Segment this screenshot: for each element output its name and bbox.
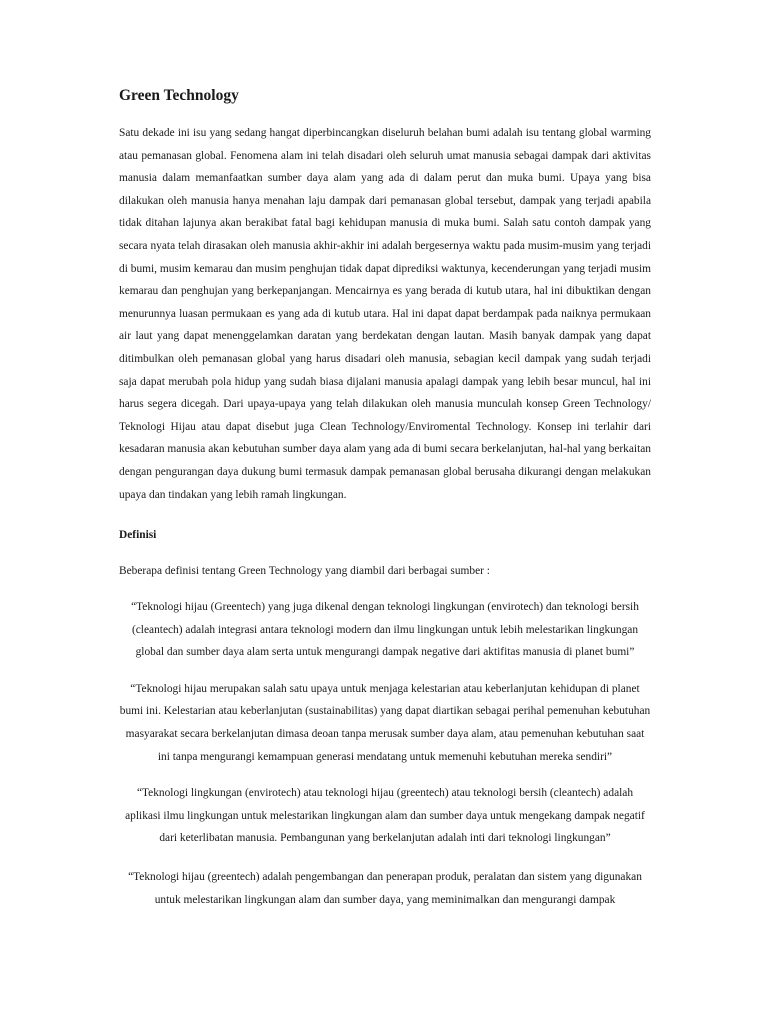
- section-intro: Beberapa definisi tentang Green Technology yang diambil dari berbagai sumber :: [119, 565, 490, 578]
- definition-quote: “Teknologi hijau (Greentech) yang juga dikenal dengan teknologi lingkungan (envirotech) dan teknologi bersih (cleantech) adalah integrasi antara teknologi modern dan ilmu lingkungan untuk lebih melestarikan lingkungan global dan sumber daya alam serta untuk mengurangi dampak negative dari aktifitas manusia di planet bumi”: [131, 601, 639, 659]
- document-title: Green Technology: [119, 87, 239, 104]
- definition-quote: “Teknologi hijau (greentech) adalah pengembangan dan penerapan produk, peralatan dan sistem yang digunakan untuk melestarikan lingkungan alam dan sumber daya, yang meminimalkan dan mengurangi dampak: [128, 871, 642, 906]
- definition-quote: “Teknologi hijau merupakan salah satu upaya untuk menjaga kelestarian atau keberlanjutan kehidupan di planet bumi ini. Kelestarian atau keberlanjutan (sustainabilitas) yang dapat diartikan sebagai perihal pemenuhan kebutuhan masyarakat secara berkelanjutan dimasa deoan tanpa merusak sumber daya alam, atau pemenuhan kebutuhan saat ini tanpa mengurangi kemampuan generasi mendatang untuk memenuhi kebutuhan mereka sendiri”: [119, 682, 651, 763]
- definition-quote: “Teknologi lingkungan (envirotech) atau teknologi hijau (greentech) atau teknologi bersih (cleantech) adalah aplikasi ilmu lingkungan untuk melestarikan lingkungan alam dan sumber daya untuk mengekang dampak negatif dari keterlibatan manusia. Pembangunan yang berkelanjutan adalah inti dari teknologi lingkungan”: [125, 787, 645, 845]
- document-page: [119, 86, 651, 911]
- intro-paragraph: Satu dekade ini isu yang sedang hangat diperbincangkan diseluruh belahan bumi adalah isu tentang global warming atau pemanasan global. Fenomena alam ini telah disadari oleh seluruh umat manusia sebagai dampak dari aktivitas manusia dalam memanfaatkan sumber daya alam yang ada di dalam perut dan muka bumi. Upaya yang bisa dilakukan oleh manusia hanya menahan laju dampak dari pemanasan global tersebut, dampak yang terjadi apabila tidak ditahan lajunya akan berakibat fatal bagi kehidupan manusia di muka bumi. Salah satu contoh dampak yang secara nyata telah dirasakan oleh manusia akhir-akhir ini adalah bergesernya waktu pada musim-musim yang terjadi di bumi, musim kemarau dan musim penghujan tidak dapat diprediksi waktunya, kecenderungan yang terjadi musim kemarau dan penghujan yang berkepanjangan. Mencairnya es yang berada di kutub utara, hal ini dibuktikan dengan menurunnya luasan permukaan es yang ada di kutub utara. Hal ini dapat dapat berdampak pada naiknya permukaan air laut yang dapat menenggelamkan daratan yang berdekatan dengan lautan. Masih banyak dampak yang dapat ditimbulkan oleh pemanasan global yang harus disadari oleh manusia, sebagian kecil dampak yang sudah terjadi saja dapat merubah pola hidup yang sudah biasa dijalani manusia apalagi dampak yang lebih besar muncul, hal ini harus segera dicegah. Dari upaya-upaya yang telah dilakukan oleh manusia munculah konsep Green Technology/ Teknologi Hijau atau dapat disebut juga Clean Technology/Enviromental Technology. Konsep ini terlahir dari kesadaran manusia akan kebutuhan sumber daya alam yang ada di bumi secara berkelanjutan, hal-hal yang berkaitan dengan pengurangan daya dukung bumi termasuk dampak pemanasan global berusaha dikurangi dengan melakukan upaya dan tindakan yang lebih ramah lingkungan.: [119, 127, 651, 501]
- section-heading: Definisi: [119, 529, 157, 542]
